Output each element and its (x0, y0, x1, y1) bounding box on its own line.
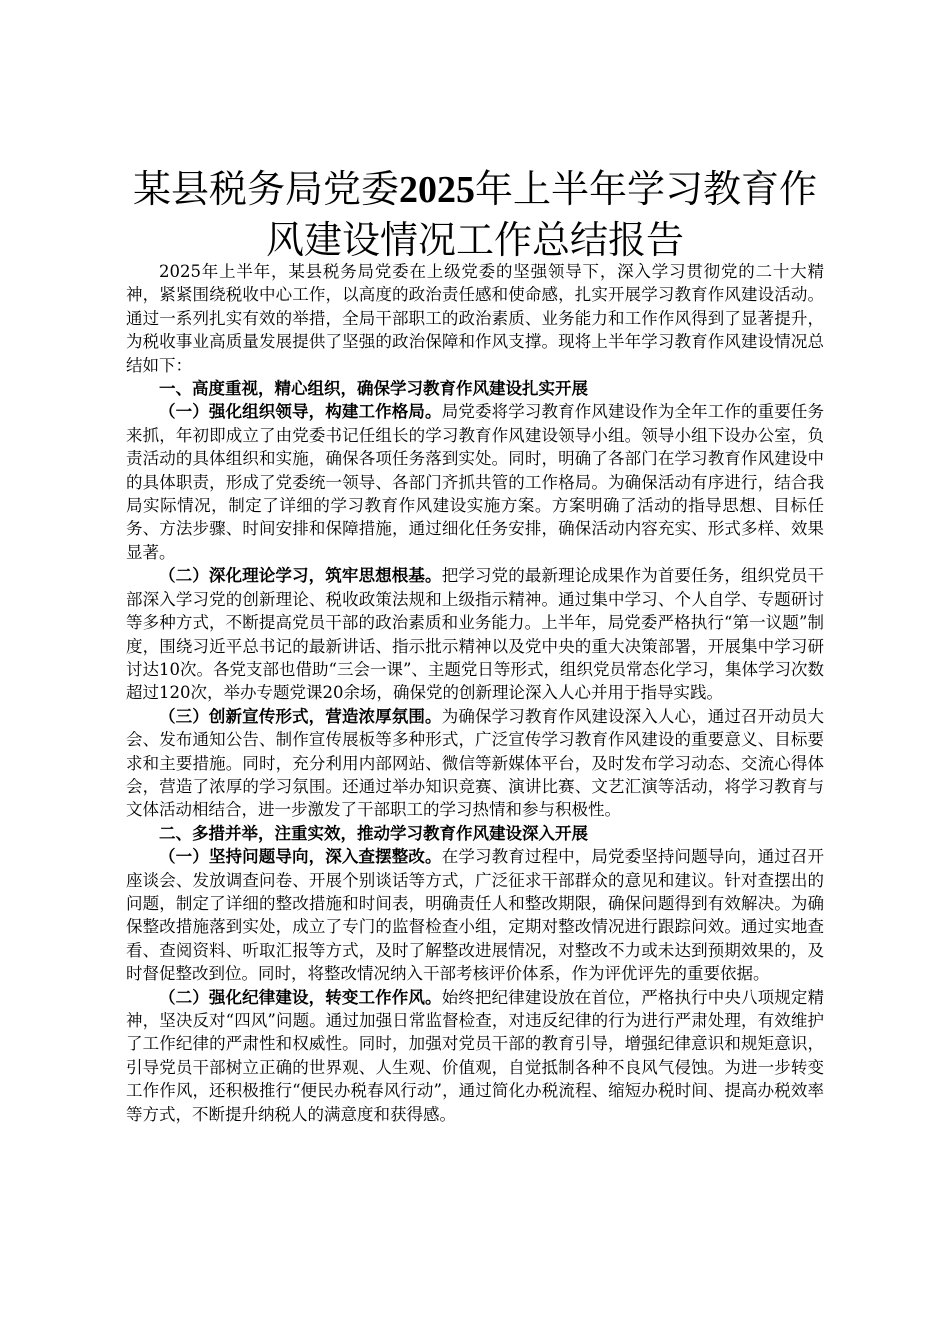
paragraph-text: 始终把纪律建设放在首位，严格执行中央八项规定精神，坚决反对“四风”问题。通过加强日常监督检查，对违反纪律的行为进行严肃处理，有效维护了工作纪律的严肃性和权威性。同时，加强对党员干部的教育引导，增强纪律意识和规矩意识，引导党员干部树立正确的世界观、人生观、价值观，自觉抵制各种不良风气侵蚀。为进一步转变工作作风，还积极推行“便民办税春风行动”，通过简化办税流程、缩短办税时间、提高办税效率等方式，不断提升纳税人的满意度和获得感。 (126, 987, 825, 1124)
body-paragraph (126, 564, 824, 704)
paragraph-lead: （一）强化组织领导，构建工作格局。 (159, 402, 442, 422)
paragraph-lead: （二）强化纪律建设，转变工作作风。 (159, 987, 442, 1007)
intro-paragraph: 2025年上半年，某县税务局党委在上级党委的坚强领导下，深入学习贯彻党的二十大精神，紧紧围绕税收中心工作，以高度的政治责任感和使命感，扎实开展学习教育作风建设活动。通过一系列扎实有效的举措，全局干部职工的政治素质、业务能力和工作作风得到了显著提升，为税收事业高质量发展提供了坚强的政治保障和作风支撑。现将上半年学习教育作风建设情况总结如下： (126, 262, 824, 375)
document-title (126, 164, 824, 265)
title-prefix: 某县税务局党委 (132, 167, 399, 211)
section-heading: 一、高度重视，精心组织，确保学习教育作风建设扎实开展 (159, 379, 588, 399)
body-paragraph (126, 986, 824, 1126)
paragraph-lead: （一）坚持问题导向，深入查摆整改。 (159, 847, 442, 867)
paragraph-text: 把学习党的最新理论成果作为首要任务，组织党员干部深入学习党的创新理论、税收政策法规和上级指示精神。通过集中学习、个人自学、专题研讨等多种方式，不断提高党员干部的政治素质和业务能力。上半年，局党委严格执行“第一议题”制度，围绕习近平总书记的最新讲话、指示批示精神以及党中央的重大决策部署，开展集中学习研讨达10次。各党支部也借助“三会一课”、主题党日等形式，组织党员常态化学习，集体学习次数超过120次，举办专题党课20余场，确保党的创新理论深入人心并用于指导实践。 (126, 566, 825, 703)
body-paragraph (126, 400, 824, 564)
paragraph-text: 为确保学习教育作风建设深入人心，通过召开动员大会、发布通知公告、制作宣传展板等多种形式，广泛宣传学习教育作风建设的重要意义、目标要求和主要措施。同时，充分利用内部网站、微信等新媒体平台，及时发布学习动态、交流心得体会，营造了浓厚的学习氛围。还通过举办知识竞赛、演讲比赛、文艺汇演等活动，将学习教育与文体活动相结合，进一步激发了干部职工的学习热情和参与积极性。 (126, 706, 825, 820)
paragraph-text: 在学习教育过程中，局党委坚持问题导向，通过召开座谈会、发放调查问卷、开展个别谈话等方式，广泛征求干部群众的意见和建议。针对查摆出的问题，制定了详细的整改措施和时间表，明确责任人和整改期限，确保问题得到有效解决。为确保整改措施落到实处，成立了专门的监督检查小组，定期对整改情况进行跟踪问效。通过实地查看、查阅资料、听取汇报等方式，及时了解整改进展情况，对整改不力或未达到预期效果的，及时督促整改到位。同时，将整改情况纳入干部考核评价体系，作为评优评先的重要依据。 (126, 847, 825, 984)
title-year: 2025 (399, 169, 475, 211)
paragraph-lead: （三）创新宣传形式，营造浓厚氛围。 (159, 706, 442, 726)
title-suffix: 年上半年学习教育作风建设情况工作总结报告 (265, 167, 818, 262)
paragraph-text: 局党委将学习教育作风建设作为全年工作的重要任务来抓，年初即成立了由党委书记任组长的学习教育作风建设领导小组。领导小组下设办公室，负责活动的具体组织和实施，确保各项任务落到实处。同时，明确了各部门在学习教育作风建设中的具体职责，形成了党委统一领导、各部门齐抓共管的工作格局。为确保活动有序进行，结合我局实际情况，制定了详细的学习教育作风建设实施方案。方案明确了活动的指导思想、目标任务、方法步骤、时间安排和保障措施，通过细化任务安排，确保活动内容充实、形式多样、效果显著。 (126, 402, 825, 562)
paragraph-lead: （二）深化理论学习，筑牢思想根基。 (159, 566, 442, 586)
body-paragraph (126, 705, 824, 822)
section-heading: 二、多措并举，注重实效，推动学习教育作风建设深入开展 (159, 823, 588, 843)
document-body (126, 260, 824, 1126)
body-paragraph (126, 845, 824, 985)
